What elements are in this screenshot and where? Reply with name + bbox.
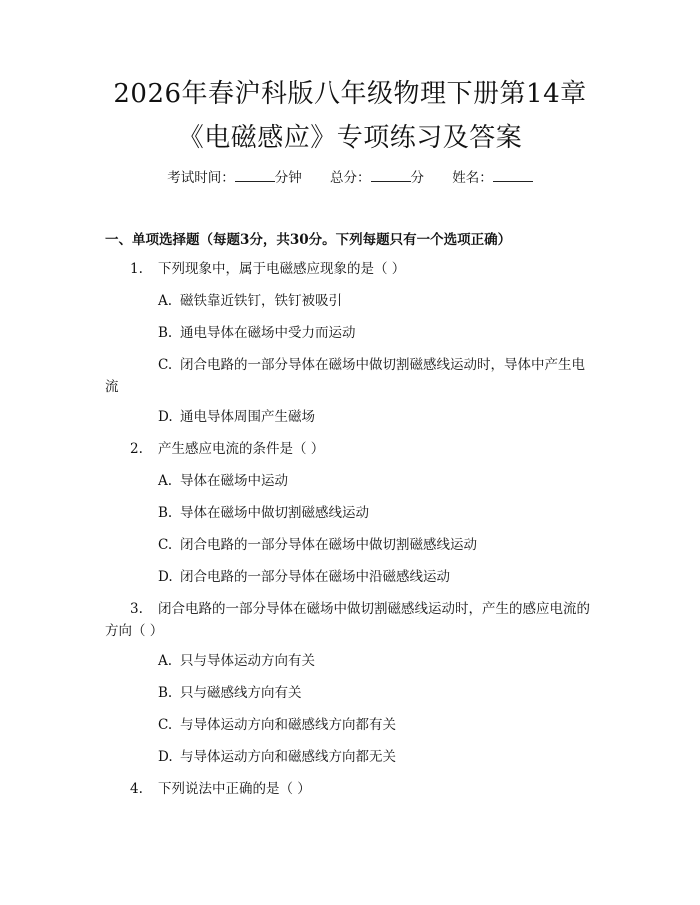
option-letter: A. (158, 653, 173, 669)
question-1-option-c-continuation: 流 (105, 379, 119, 395)
exam-name-label: 姓名： (452, 170, 493, 186)
question-1-option-d (158, 406, 315, 428)
question-2-option-d (158, 566, 450, 588)
question-2-option-a (158, 470, 288, 492)
section-heading-single-choice: 一、单项选择题（每题3分，共30分。下列每题只有一个选项正确） (105, 232, 512, 248)
option-text: 只与磁感线方向有关 (180, 685, 302, 701)
question-number: 4. (130, 781, 143, 797)
option-text: 与导体运动方向和磁感线方向都有关 (180, 717, 396, 733)
question-text: 下列现象中，属于电磁感应现象的是（ ） (158, 261, 406, 277)
exam-time-blank (235, 168, 275, 182)
option-letter: D. (158, 749, 173, 765)
question-number: 2. (130, 441, 143, 457)
question-text: 下列说法中正确的是（ ） (158, 781, 311, 797)
exam-score-label: 总分： (330, 170, 371, 186)
exam-time-unit: 分钟 (274, 170, 302, 186)
document-title-line1: 2026年春沪科版八年级物理下册第14章 (113, 79, 587, 109)
option-letter: A. (158, 473, 173, 489)
question-2-stem (130, 438, 324, 460)
option-letter: C. (158, 717, 173, 733)
option-text: 闭合电路的一部分导体在磁场中沿磁感线运动 (180, 569, 450, 585)
exam-name (452, 170, 533, 186)
option-text: 闭合电路的一部分导体在磁场中做切割磁感线运动时，导体中产生电 (180, 357, 585, 373)
question-3-option-b (158, 682, 302, 704)
exam-score-blank (371, 168, 411, 182)
option-text: 通电导体在磁场中受力而运动 (180, 325, 356, 341)
option-text: 磁铁靠近铁钉，铁钉被吸引 (180, 293, 342, 309)
option-letter: B. (158, 505, 173, 521)
option-letter: C. (158, 537, 173, 553)
option-letter: D. (158, 569, 173, 585)
option-text: 通电导体周围产生磁场 (180, 409, 315, 425)
option-letter: B. (158, 325, 173, 341)
option-letter: B. (158, 685, 173, 701)
option-text: 与导体运动方向和磁感线方向都无关 (180, 749, 396, 765)
question-text: 闭合电路的一部分导体在磁场中做切割磁感线运动时，产生的感应电流的 (158, 601, 590, 617)
option-text: 只与导体运动方向有关 (180, 653, 315, 669)
question-1-option-c (158, 354, 585, 376)
option-letter: D. (158, 409, 173, 425)
document-title-line2: 《电磁感应》专项练习及答案 (177, 123, 523, 153)
question-1-option-a (158, 290, 342, 312)
question-2-option-c (158, 534, 477, 556)
question-3-option-d (158, 746, 396, 768)
question-number: 3. (130, 601, 143, 617)
exam-time-label: 考试时间： (167, 170, 235, 186)
exam-score (330, 170, 428, 186)
exam-name-blank (493, 168, 533, 182)
option-letter: C. (158, 357, 173, 373)
question-4-stem (130, 778, 311, 800)
option-text: 闭合电路的一部分导体在磁场中做切割磁感线运动 (180, 537, 477, 553)
question-3-stem-continuation: 方向（ ） (105, 623, 164, 639)
option-text: 导体在磁场中做切割磁感线运动 (180, 505, 369, 521)
question-1-option-b (158, 322, 356, 344)
question-2-option-b (158, 502, 369, 524)
question-text: 产生感应电流的条件是（ ） (158, 441, 325, 457)
exam-info-line (0, 168, 700, 188)
question-number: 1. (130, 261, 143, 277)
option-text: 导体在磁场中运动 (180, 473, 288, 489)
option-letter: A. (158, 293, 173, 309)
exam-time (167, 170, 306, 186)
question-3-stem (130, 598, 590, 620)
question-3-option-c (158, 714, 396, 736)
question-3-option-a (158, 650, 315, 672)
exam-score-unit: 分 (410, 170, 424, 186)
question-1-stem (130, 258, 405, 280)
